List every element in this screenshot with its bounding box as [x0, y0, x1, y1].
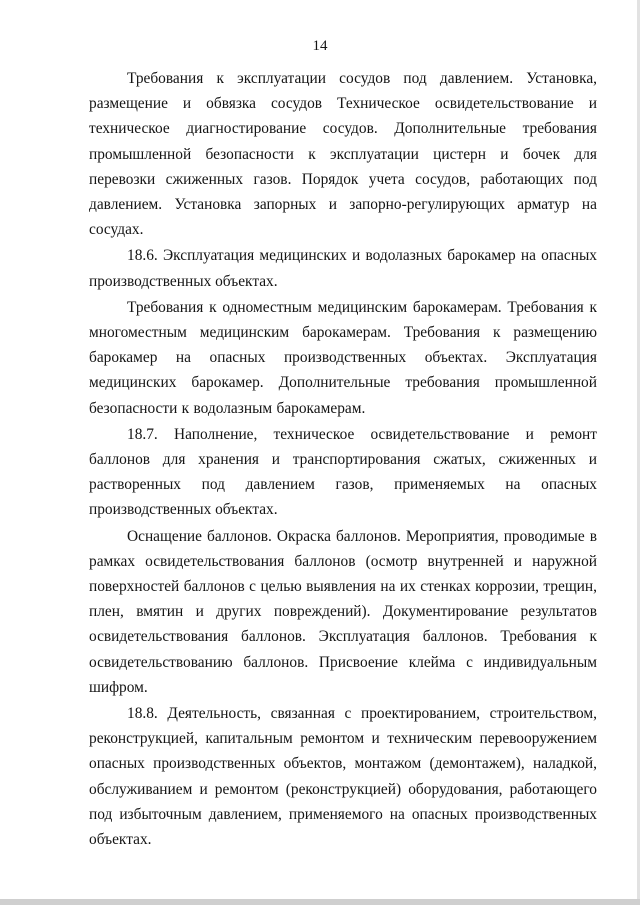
document-body [89, 66, 597, 852]
page-number: 14 [312, 38, 328, 54]
scan-bottom-edge [0, 899, 640, 905]
paragraph-vessels-operation: Требования к эксплуатации сосудов под давлением. Установка, размещение и обвязка сосудов Техническое освидетельствование и техническое диагностирование сосудов. Дополнительные требования промышленной безопасности к эксплуатации цистерн и бочек для перевозки сжиженных газов. Порядок учета сосудов, работающих под давлением. Установка запорных и запорно-регулирующих арматур на сосудах. [89, 70, 597, 239]
paragraph-18-6-heading: 18.6. Эксплуатация медицинских и водолазных барокамер на опасных производственных объектах. [89, 247, 597, 290]
paragraph-18-7-heading: 18.7. Наполнение, техническое освидетельствование и ремонт баллонов для хранения и транспортирования сжатых, сжиженных и растворенных под давлением газов, применяемых на опасных производственных объектах. [89, 425, 597, 519]
paragraph-cylinder-equipment: Оснащение баллонов. Окраска баллонов. Мероприятия, проводимые в рамках освидетельствования баллонов (осмотр внутренней и наружной поверхностей баллонов с целью выявления на их стенках коррозии, трещин, плен, вмятин и других повреждений). Документирование результатов освидетельствования баллонов. Эксплуатация баллонов. Требования к освидетельствованию баллонов. Присвоение клейма с индивидуальным шифром. [89, 527, 597, 696]
paragraph-18-8-heading: 18.8. Деятельность, связанная с проектированием, строительством, реконструкцией, капитальным ремонтом и техническим перевооружением опасных производственных объектов, монтажом (демонтажем), наладкой, обслуживанием и ремонтом (реконструкцией) оборудования, работающего под избыточным давлением, применяемого на опасных производственных объектах. [89, 705, 597, 849]
paragraph-barochamber-requirements: Требования к одноместным медицинским барокамерам. Требования к многоместным медицинским барокамерам. Требования к размещению барокамер на опасных производственных объектах. Эксплуатация медицинских барокамер. Дополнительные требования промышленной безопасности к водолазным барокамерам. [89, 298, 597, 417]
